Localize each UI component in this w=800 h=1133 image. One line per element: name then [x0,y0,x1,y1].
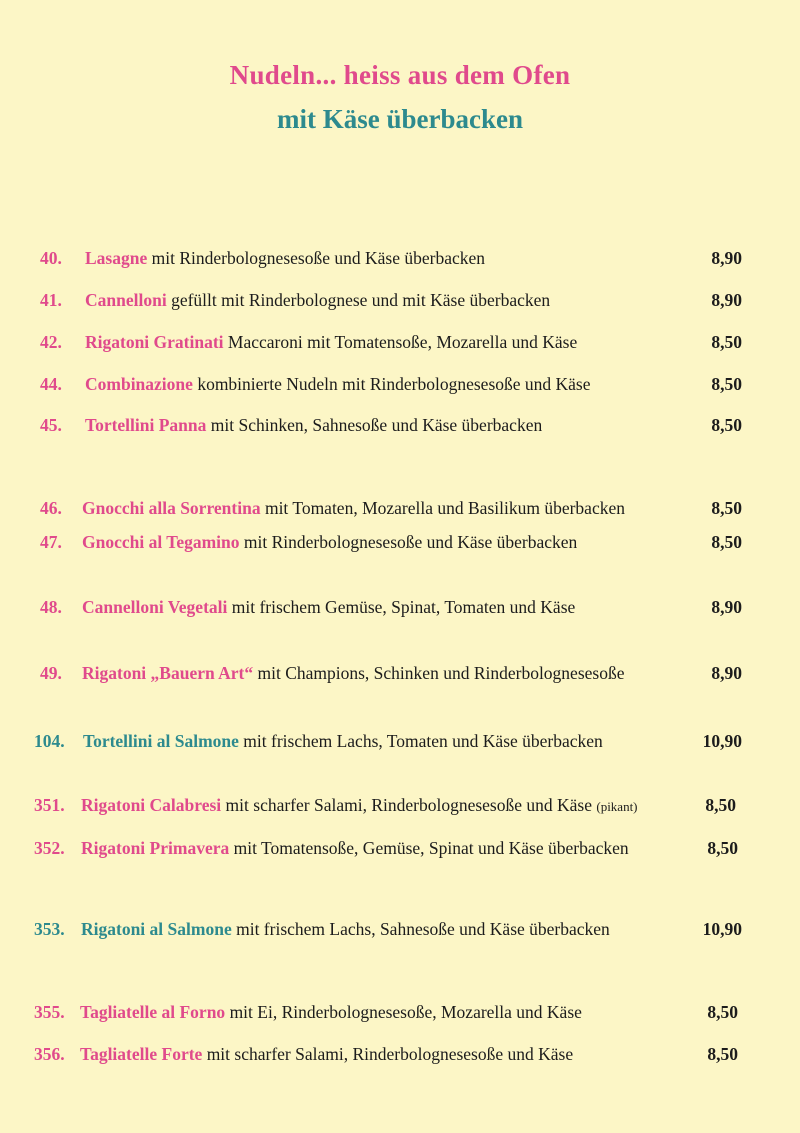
item-number: 44. [40,374,62,394]
item-number: 355. [34,1002,65,1022]
item-description: gefüllt mit Rinderbolognese und mit Käse überbacken [171,290,551,310]
item-description: Maccaroni mit Tomatensoße, Mozarella und Käse [227,332,578,352]
item-name: Combinazione [85,374,193,394]
item-price: 8,50 [711,532,742,552]
menu-item-353 [0,914,800,944]
item-name: Tagliatelle al Forno [80,1002,226,1022]
item-number: 41. [40,290,62,310]
item-number: 45. [40,415,62,435]
item-name: Gnocchi al Tegamino [82,532,240,552]
item-number: 49. [40,663,62,683]
item-price: 10,90 [702,919,742,939]
item-price: 8,50 [711,415,742,435]
menu-item-45 [0,410,800,440]
item-price: 8,90 [711,597,742,617]
item-description: mit frischem Lachs, Sahnesoße und Käse überbacken [236,919,610,939]
item-description: mit Tomaten, Mozarella und Basilikum überbacken [264,498,625,518]
item-number: 351. [34,795,65,815]
item-note: (pikant) [596,799,638,814]
menu-item-41 [0,285,800,315]
item-description: mit Tomatensoße, Gemüse, Spinat und Käse überbacken [233,838,629,858]
item-price: 8,50 [705,795,736,815]
menu-item-49 [0,658,800,688]
item-description: kombinierte Nudeln mit Rinderbolognesesoße und Käse [197,374,591,394]
menu-item-44 [0,369,800,399]
item-name: Rigatoni „Bauern Art“ [82,663,254,683]
item-price: 8,50 [711,374,742,394]
item-description: mit scharfer Salami, Rinderbolognesesoße und Käse [206,1044,574,1064]
menu-item-104 [0,726,800,756]
menu-item-48 [0,592,800,622]
item-number: 42. [40,332,62,352]
item-number: 356. [34,1044,65,1064]
menu-subtitle: mit Käse überbacken [277,104,523,134]
item-description: mit frischem Gemüse, Spinat, Tomaten und Käse [231,597,576,617]
item-description: mit frischem Lachs, Tomaten und Käse überbacken [243,731,603,751]
item-price: 8,50 [707,1044,738,1064]
item-name: Rigatoni Gratinati [85,332,224,352]
item-number: 104. [34,731,65,751]
item-number: 352. [34,838,65,858]
item-price: 8,50 [707,838,738,858]
item-price: 8,50 [711,498,742,518]
item-number: 47. [40,532,62,552]
item-name: Rigatoni al Salmone [81,919,232,939]
menu-item-356 [0,1039,800,1069]
item-description: mit Ei, Rinderbolognesesoße, Mozarella und Käse [229,1002,582,1022]
item-price: 8,90 [711,290,742,310]
item-name: Rigatoni Calabresi [81,795,222,815]
item-name: Rigatoni Primavera [81,838,230,858]
menu-item-46 [0,493,800,523]
item-price: 8,90 [711,663,742,683]
item-number: 48. [40,597,62,617]
item-name: Cannelloni Vegetali [82,597,228,617]
item-number: 40. [40,248,62,268]
item-number: 353. [34,919,65,939]
menu-item-47 [0,527,800,557]
item-name: Tortellini Panna [85,415,207,435]
menu-item-42 [0,327,800,357]
item-description: mit Rinderbolognesesoße und Käse überbacken [151,248,485,268]
menu-item-352 [0,833,800,863]
item-description: mit scharfer Salami, Rinderbolognesesoße und Käse [225,795,592,815]
item-description: mit Schinken, Sahnesoße und Käse überbacken [210,415,543,435]
menu-item-355 [0,997,800,1027]
item-name: Tagliatelle Forte [80,1044,203,1064]
item-price: 10,90 [702,731,742,751]
item-name: Gnocchi alla Sorrentina [82,498,261,518]
item-name: Tortellini al Salmone [83,731,239,751]
item-number: 46. [40,498,62,518]
menu-item-40 [0,243,800,273]
item-price: 8,90 [711,248,742,268]
menu-title: Nudeln... heiss aus dem Ofen [229,60,571,90]
item-name: Lasagne [85,248,148,268]
menu-item-351 [0,790,800,820]
item-description: mit Rinderbolognesesoße und Käse überbacken [243,532,578,552]
item-price: 8,50 [707,1002,738,1022]
item-price: 8,50 [711,332,742,352]
item-name: Cannelloni [85,290,167,310]
item-description: mit Champions, Schinken und Rinderbolognesesoße [257,663,625,683]
